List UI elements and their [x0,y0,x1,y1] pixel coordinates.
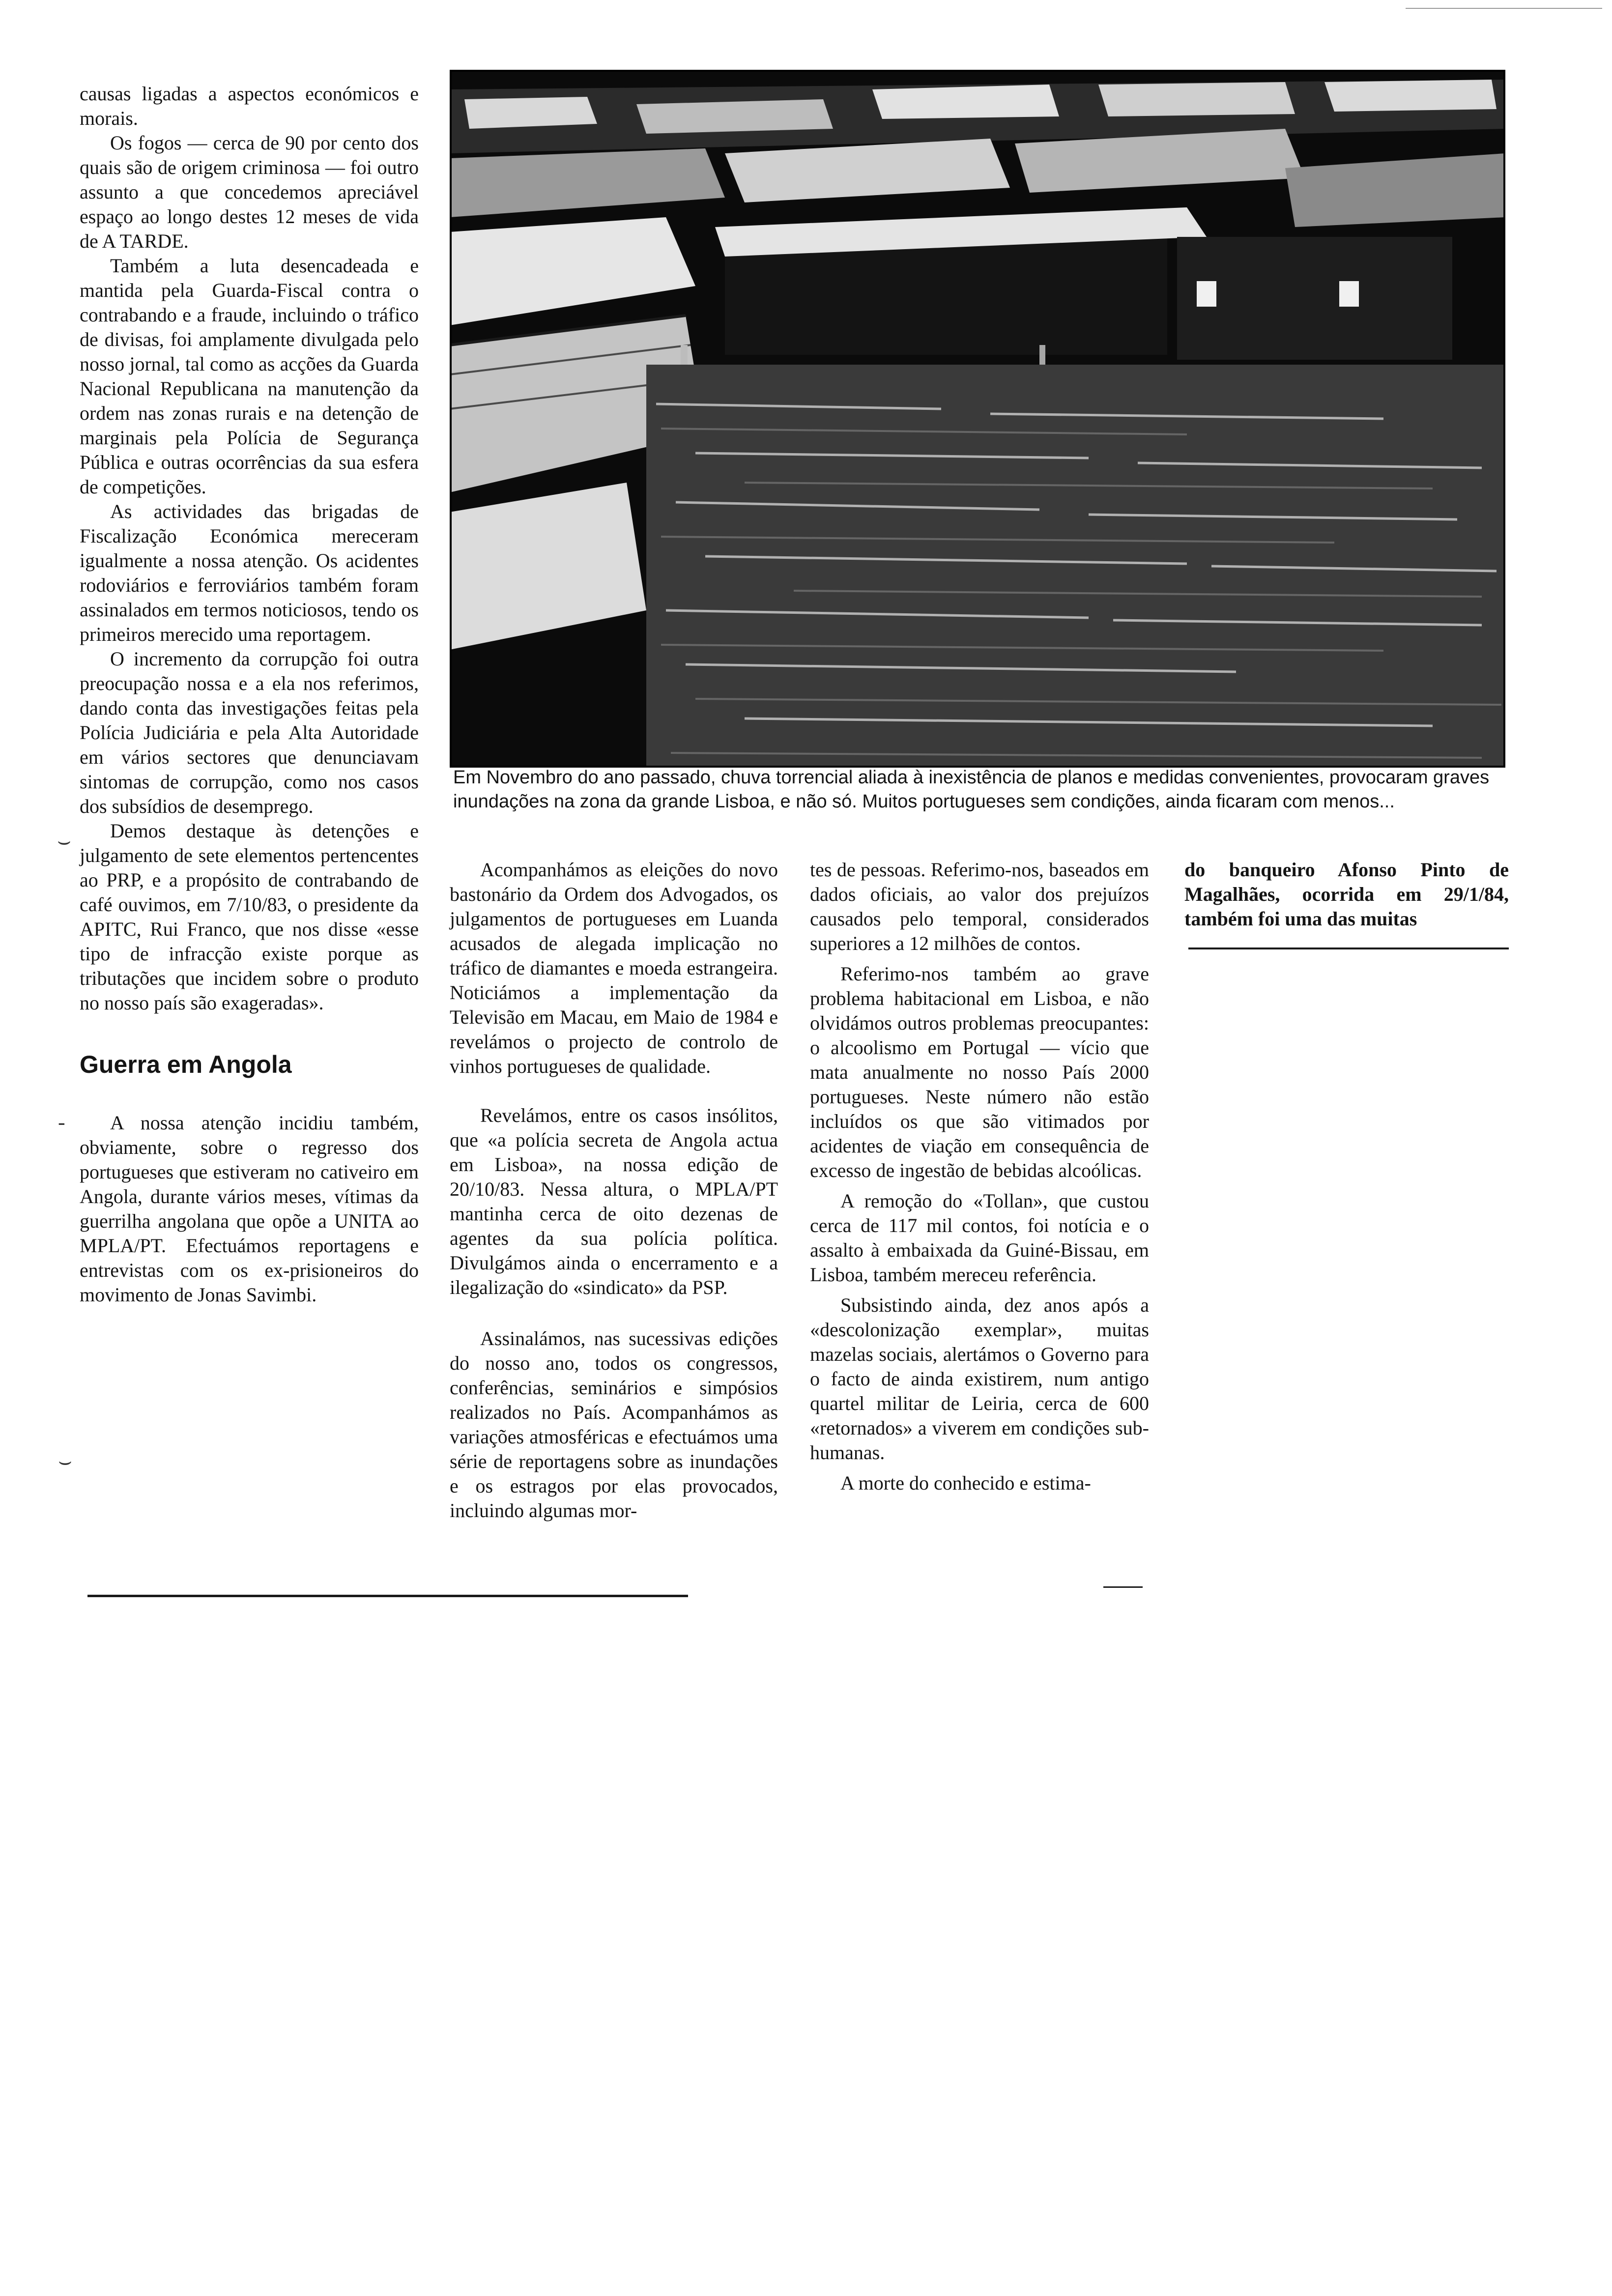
article-paragraph: O incremento da corrupção foi outra preocupação nossa e a ela nos referimos, dando conta das investigações feitas pela Polícia Judiciária e pela Alta Autoridade em vários sectores que denunciavam sintomas de corrupção, como nos casos dos subsídios de desemprego. [80,648,419,817]
column-rule [1188,947,1509,949]
margin-mark: ⌣ [57,829,71,853]
article-paragraph: causas ligadas a aspectos económicos e morais. [80,83,419,129]
margin-mark: ⌣ [58,1449,72,1473]
middle-column-2 [810,858,1149,1495]
article-paragraph: Demos destaque às detenções e julgamento de sete elementos pertencentes ao PRP, e a propósito de contrabando de café ouvimos, em 7/10/83, o presidente da APITC, Rui Franco, que nos disse «esse tipo de infracção existe porque as tributações que incidem sobre o produto no nosso país são exageradas». [80,820,419,1014]
window-square [1339,281,1359,307]
middle-column-1 [450,858,778,1523]
photo-caption: Em Novembro do ano passado, chuva torrencial aliada à inexistência de planos e medidas convenientes, provocaram graves inundações na zona da grande Lisboa, e não só. Muitos portugueses sem condições, ainda ficaram com menos... [453,767,1490,812]
article-paragraph: Subsistindo ainda, dez anos após a «descolonização exemplar», muitas mazelas sociais, alertámos o Governo para o facto de ainda existirem, num antigo quartel militar de Leiria, cerca de 600 «retornados» a viverem em condições sub-humanas. [810,1294,1149,1464]
article-paragraph: Acompanhámos as eleições do novo bastonário da Ordem dos Advogados, os julgamentos de portugueses em Luanda acusados de alegada implicação no tráfico de diamantes e moeda estrangeira. Noticiámos a implementação da Televisão em Macau, em Maio de 1984 e revelámos o projecto de controlo de vinhos portugueses de qualidade. [450,859,778,1077]
article-paragraph: A nossa atenção incidiu também, obviamente, sobre o regresso dos portugueses que estiveram no cativeiro em Angola, durante vários meses, vítimas da guerrilha angolana que opõe a UNITA ao MPLA/PT. Efectuámos reportagens e entrevistas com os ex-prisioneiros do movimento de Jonas Savimbi. [80,1112,419,1306]
right-column [1184,858,1509,931]
article-paragraph: Assinalámos, nas sucessivas edições do nosso ano, todos os congressos, conferências, seminários e simpósios realizados no País. Acompanhámos as variações atmosféricas e efectuámos uma série de reportagens sobre as inundações e os estragos por elas provocados, incluindo algumas mor- [450,1327,778,1521]
flood-water [646,365,1505,768]
margin-mark: - [58,1110,65,1134]
bottom-rule [87,1595,688,1597]
top-edge-rule [1406,8,1602,9]
article-paragraph: A remoção do «Tollan», que custou cerca de 117 mil contos, foi notícia e o assalto à embaixada da Guiné-Bissau, em Lisboa, também mereceu referência. [810,1190,1149,1286]
article-paragraph: A morte do conhecido e estima- [840,1472,1091,1494]
window-square [1197,281,1216,307]
article-paragraph: Os fogos — cerca de 90 por cento dos quais são de origem criminosa — foi outro assunto a que concedemos apreciável espaço ao longo destes 12 meses de vida de A TARDE. [80,132,419,252]
article-paragraph: do banqueiro Afonso Pinto de Magalhães, ocorrida em 29/1/84, também foi uma das muitas [1184,859,1509,930]
article-paragraph: As actividades das brigadas de Fiscalização Económica mereceram igualmente a nossa atenção. Os acidentes rodoviários e ferroviários também foram assinalados em termos noticiosos, tendo os primeiros merecido uma reportagem. [80,500,419,645]
article-paragraph: Referimo-nos também ao grave problema habitacional em Lisboa, e não olvidámos outros problemas preocupantes: o alcoolismo em Portugal — vício que mata anualmente no nosso País 2000 portugueses. Neste número não estão incluídos os que são vitimados por acidentes de viação em consequência de excesso de ingestão de bebidas alcoólicas. [810,963,1149,1181]
column-rule [1103,1586,1143,1588]
article-paragraph: Revelámos, entre os casos insólitos, que «a polícia secreta de Angola actua em Lisboa», na nossa edição de 20/10/83. Nessa altura, o MPLA/PT mantinha cerca de oito dezenas de agentes da sua polícia política. Divulgámos ainda o encerramento e a ilegalização do «sindicato» da PSP. [450,1104,778,1298]
photo-illustration [450,70,1505,768]
left-column [80,82,419,1307]
article-paragraph: Também a luta desencadeada e mantida pela Guarda-Fiscal contra o contrabando e a fraude, incluindo o tráfico de divisas, foi amplamente divulgada pelo nosso jornal, tal como as acções da Guarda Nacional Republicana na manutenção da ordem nas zonas rurais e na detenção de marginais pela Polícia de Segurança Pública e outras ocorrências da sua esfera de competições. [80,255,419,498]
article-paragraph: tes de pessoas. Referimo-nos, baseados em dados oficiais, ao valor dos prejuízos causados pelo temporal, considerados superiores a 12 milhões de contos. [810,859,1149,954]
flooded-shanty-town-photo [450,70,1505,768]
section-heading: Guerra em Angola [80,1051,292,1078]
